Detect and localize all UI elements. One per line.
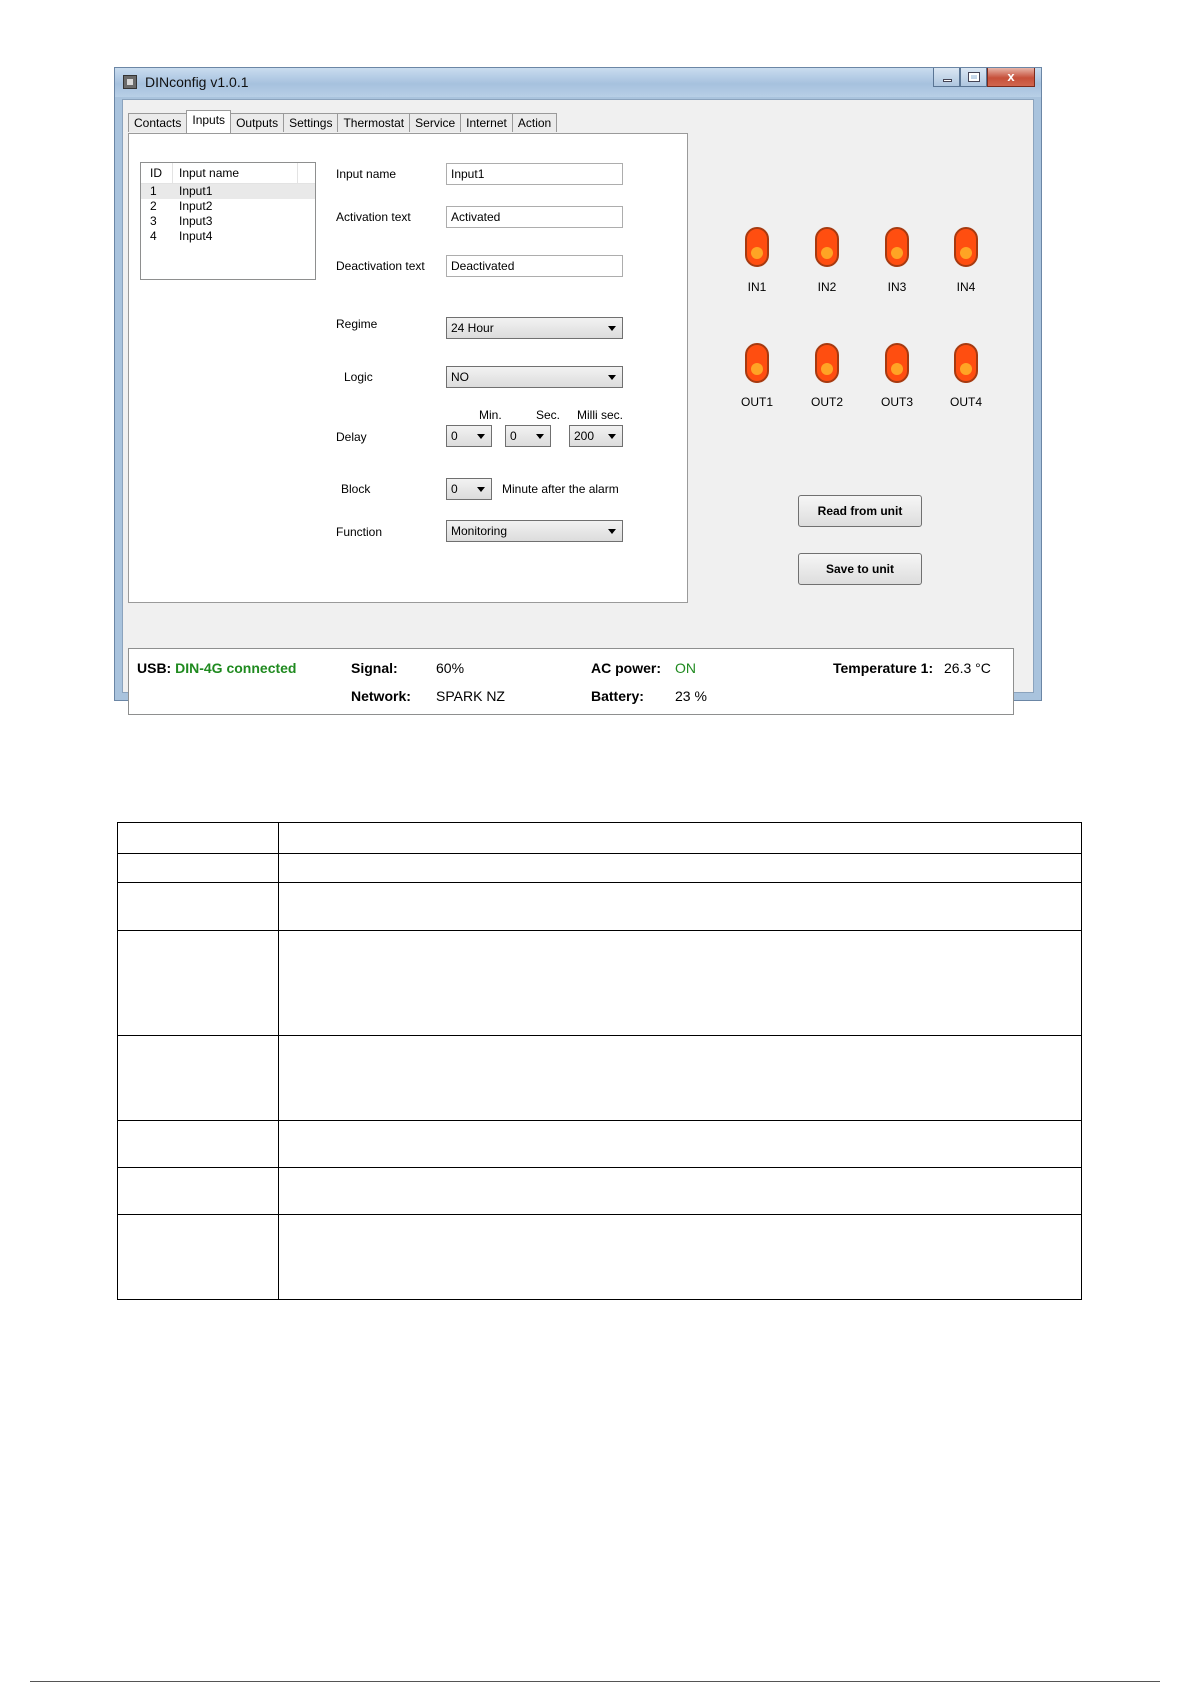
table-cell [279, 1215, 1082, 1300]
table-cell [279, 1036, 1082, 1121]
block-suffix-label: Minute after the alarm [502, 482, 619, 496]
deactivation-text-label: Deactivation text [336, 259, 425, 273]
list-item-name: Input2 [179, 199, 213, 213]
input-name-field[interactable]: Input1 [446, 163, 623, 185]
list-item-name: Input1 [179, 184, 213, 198]
logic-label: Logic [344, 370, 373, 384]
tab-contacts[interactable]: Contacts [128, 113, 187, 132]
input-name-label: Input name [336, 167, 397, 181]
table-row [118, 1215, 1082, 1300]
input-led-2 [815, 227, 839, 267]
app-icon [123, 75, 137, 89]
tab-settings[interactable]: Settings [283, 113, 338, 132]
description-table [117, 822, 1082, 1300]
tab-service[interactable]: Service [409, 113, 461, 132]
output-led-4 [954, 343, 978, 383]
function-select[interactable] [446, 520, 623, 542]
temperature-label: Temperature 1: [833, 660, 934, 676]
maximize-button[interactable] [960, 68, 987, 87]
output-led-label: OUT4 [949, 395, 982, 409]
network-label: Network: [351, 688, 411, 704]
delay-sec-header: Sec. [536, 408, 561, 422]
column-header-id[interactable]: ID [141, 163, 173, 183]
list-item-id: 3 [150, 214, 157, 228]
table-row [118, 1121, 1082, 1168]
usb-value: DIN-4G connected [175, 660, 297, 676]
usb-label: USB: [137, 660, 172, 676]
usb-status [137, 660, 296, 676]
temperature-value: 26.3 °C [944, 660, 991, 676]
list-item-id: 1 [150, 184, 157, 198]
input-led-label: IN3 [887, 280, 907, 294]
table-cell [279, 823, 1082, 854]
window-title: DINconfig v1.0.1 [145, 74, 249, 90]
input-led-label: IN4 [956, 280, 976, 294]
regime-label: Regime [336, 317, 378, 331]
function-select-value: Monitoring [451, 524, 508, 538]
table-cell [118, 1215, 279, 1300]
page-footer-line [30, 1681, 1160, 1682]
list-item[interactable] [141, 214, 315, 229]
delay-min-select[interactable] [446, 425, 492, 447]
table-cell [118, 854, 279, 883]
regime-select-value: 24 Hour [451, 321, 494, 335]
activation-text-field[interactable]: Activated [446, 206, 623, 228]
input-list[interactable] [140, 162, 316, 280]
tab-outputs[interactable]: Outputs [230, 113, 284, 132]
battery-label: Battery: [591, 688, 644, 704]
delay-ms-value: 200 [574, 429, 595, 443]
column-header-input-name[interactable]: Input name [173, 163, 298, 183]
title-bar[interactable] [115, 68, 1041, 97]
list-item[interactable] [141, 184, 315, 199]
chevron-down-icon [477, 487, 485, 492]
signal-value: 60% [436, 660, 465, 676]
table-cell [118, 1168, 279, 1215]
table-row [118, 854, 1082, 883]
save-to-unit-button[interactable]: Save to unit [798, 553, 922, 585]
table-cell [279, 1168, 1082, 1215]
logic-select[interactable] [446, 366, 623, 388]
logic-select-value: NO [451, 370, 469, 384]
list-item-name: Input4 [179, 229, 213, 243]
ac-power-label: AC power: [591, 660, 661, 676]
inputs-tab-panel [128, 133, 688, 603]
tab-thermostat[interactable]: Thermostat [337, 113, 410, 132]
output-led-3 [885, 343, 909, 383]
table-cell [118, 1036, 279, 1121]
list-header [141, 163, 315, 184]
function-label: Function [336, 525, 383, 539]
table-row [118, 1168, 1082, 1215]
read-from-unit-button[interactable]: Read from unit [798, 495, 922, 527]
chevron-down-icon [608, 434, 616, 439]
tab-strip [128, 110, 556, 130]
input-led-label: IN1 [747, 280, 767, 294]
list-item[interactable] [141, 229, 315, 244]
table-cell [118, 883, 279, 931]
signal-label: Signal: [351, 660, 398, 676]
network-value: SPARK NZ [436, 688, 505, 704]
list-item-id: 2 [150, 199, 157, 213]
delay-ms-header: Milli sec. [577, 408, 624, 422]
table-row [118, 1036, 1082, 1121]
table-row [118, 931, 1082, 1036]
list-item-id: 4 [150, 229, 157, 243]
close-button[interactable]: x [987, 68, 1035, 87]
delay-min-header: Min. [479, 408, 502, 422]
minimize-button[interactable] [933, 68, 960, 87]
app-window [114, 67, 1042, 704]
list-item[interactable] [141, 199, 315, 214]
output-led-label: OUT2 [810, 395, 843, 409]
input-led-3 [885, 227, 909, 267]
delay-ms-select[interactable] [569, 425, 623, 447]
block-label: Block [341, 482, 371, 496]
regime-select[interactable] [446, 317, 623, 339]
delay-label: Delay [336, 430, 367, 444]
table-cell [279, 854, 1082, 883]
tab-inputs[interactable]: Inputs [186, 110, 231, 133]
chevron-down-icon [477, 434, 485, 439]
deactivation-text-field[interactable]: Deactivated [446, 255, 623, 277]
tab-internet[interactable]: Internet [460, 113, 513, 132]
ac-power-value: ON [675, 660, 696, 676]
table-cell [118, 823, 279, 854]
input-led-label: IN2 [817, 280, 837, 294]
delay-min-value: 0 [451, 429, 458, 443]
input-led-4 [954, 227, 978, 267]
block-select-value: 0 [451, 482, 458, 496]
delay-sec-value: 0 [510, 429, 517, 443]
output-led-label: OUT1 [740, 395, 773, 409]
chevron-down-icon [608, 375, 616, 380]
input-led-1 [745, 227, 769, 267]
table-row [118, 883, 1082, 931]
window-controls [933, 68, 1035, 88]
status-panel [128, 648, 1014, 715]
output-led-1 [745, 343, 769, 383]
activation-text-label: Activation text [336, 210, 411, 224]
battery-value: 23 % [675, 688, 707, 704]
output-led-2 [815, 343, 839, 383]
chevron-down-icon [608, 529, 616, 534]
chevron-down-icon [608, 326, 616, 331]
output-led-label: OUT3 [880, 395, 913, 409]
list-item-name: Input3 [179, 214, 213, 228]
tab-action[interactable]: Action [512, 113, 557, 132]
table-cell [279, 1121, 1082, 1168]
table-cell [118, 1121, 279, 1168]
window-client-area [122, 99, 1034, 704]
table-row [118, 823, 1082, 854]
chevron-down-icon [536, 434, 544, 439]
delay-sec-select[interactable] [505, 425, 551, 447]
table-cell [118, 931, 279, 1036]
block-select[interactable] [446, 478, 492, 500]
table-cell [279, 931, 1082, 1036]
table-cell [279, 883, 1082, 931]
